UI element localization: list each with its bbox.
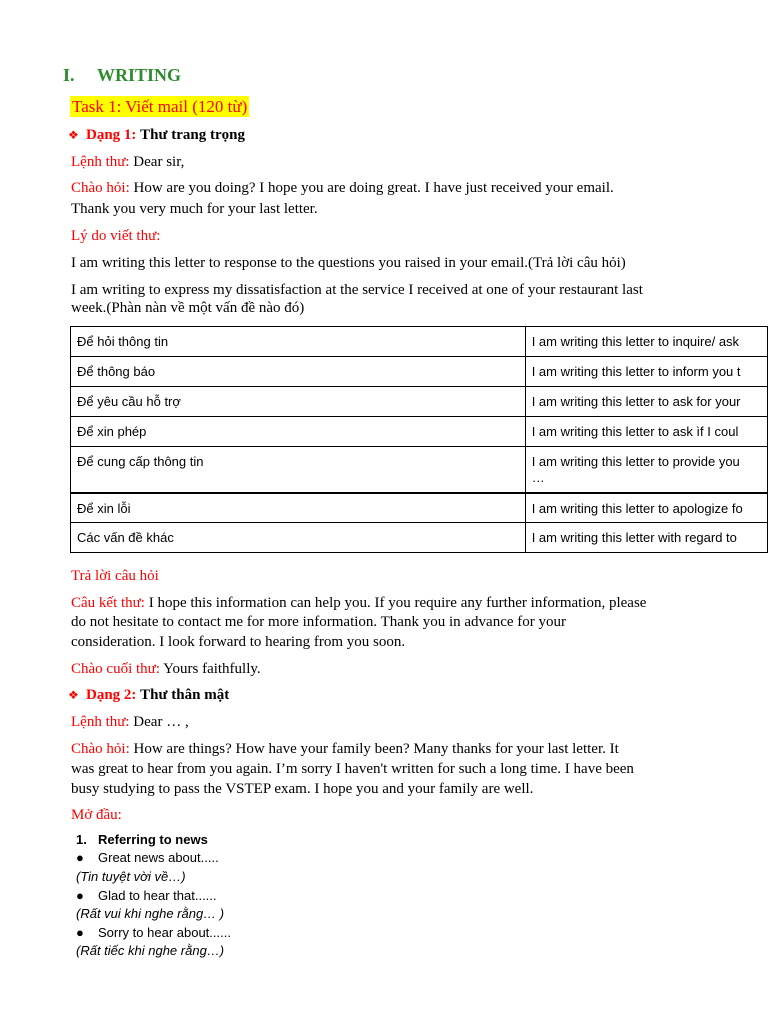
table-cell-purpose: Các vấn đề khác bbox=[71, 523, 526, 553]
chao-hoi-line1: How are you doing? I hope you are doing great. I have just received your email. bbox=[133, 180, 614, 196]
section-heading bbox=[63, 65, 181, 86]
table-cell-purpose: Để cung cấp thông tin bbox=[71, 447, 526, 493]
list-item-translation: (Rất vui khi nghe rằng… ) bbox=[76, 906, 225, 921]
ket-thu-label: Câu kết thư: bbox=[71, 595, 145, 611]
chao-cuoi-label: Chào cuối thư: bbox=[71, 661, 160, 677]
table-row bbox=[71, 327, 768, 357]
ly-do-line1: I am writing this letter to response to the questions you raised in your email.(Trả lời câu hỏi) bbox=[71, 255, 626, 271]
dang1-heading bbox=[68, 126, 245, 145]
dang2-label: Dạng 2: bbox=[86, 687, 137, 703]
table-cell-ellipsis: … bbox=[531, 470, 545, 485]
table-cell-phrase: I am writing this letter to ask ìf I coul bbox=[525, 417, 767, 447]
lenh-thu-value: Dear sir, bbox=[133, 154, 185, 170]
ket-thu-line3: consideration. I look forward to hearing from you soon. bbox=[71, 634, 406, 650]
dang2-title: Thư thân mật bbox=[140, 687, 230, 703]
table-cell-purpose: Để xin phép bbox=[71, 417, 526, 447]
bullet-icon: ● bbox=[76, 888, 84, 903]
table-cell-phrase bbox=[525, 447, 767, 493]
ly-do-line2b: week.(Phàn nàn về một vấn đề nào đó) bbox=[71, 300, 305, 316]
ly-do-line2a: I am writing to express my dissatisfaction at the service I received at one of your restaurant last bbox=[71, 282, 643, 298]
list-item-text: Sorry to hear about...... bbox=[98, 925, 231, 940]
diamond-bullet-icon: ❖ bbox=[68, 688, 79, 702]
table-row bbox=[71, 493, 768, 523]
tra-loi-label: Trả lời câu hỏi bbox=[71, 568, 159, 584]
bullet-icon: ● bbox=[76, 850, 84, 865]
chao-cuoi-thu bbox=[71, 660, 261, 679]
table-cell-phrase: I am writing this letter with regard to bbox=[525, 523, 767, 553]
dang2-chao-hoi-line3: busy studying to pass the VSTEP exam. I hope you and your family are well. bbox=[71, 781, 534, 797]
table-cell-phrase-text: I am writing this letter to provide you bbox=[531, 454, 740, 469]
list-item-text: Great news about..... bbox=[98, 850, 219, 865]
ket-thu-text1: I hope this information can help you. If you require any further information, please bbox=[148, 595, 647, 611]
table-row bbox=[71, 357, 768, 387]
dang1-title: Thư trang trọng bbox=[140, 127, 246, 143]
list-title: Referring to news bbox=[98, 832, 208, 847]
chao-cuoi-value: Yours faithfully. bbox=[163, 661, 261, 677]
table-cell-purpose: Để yêu cầu hỗ trợ bbox=[71, 387, 526, 417]
list-item bbox=[76, 849, 219, 867]
mo-dau-label: Mở đầu: bbox=[71, 807, 122, 823]
list-item-text: Glad to hear that...... bbox=[98, 888, 217, 903]
purpose-table bbox=[70, 326, 768, 553]
list-item bbox=[76, 887, 217, 905]
chao-hoi-line1: How are things? How have your family been? Many thanks for your last letter. It bbox=[133, 741, 619, 757]
task-title: Task 1: Viết mail (120 từ) bbox=[72, 97, 248, 116]
table-row bbox=[71, 447, 768, 493]
chao-hoi-label: Chào hỏi: bbox=[71, 180, 130, 196]
table-row bbox=[71, 417, 768, 447]
ket-thu-line1 bbox=[71, 594, 646, 613]
section-title: WRITING bbox=[97, 65, 182, 85]
table-cell-phrase: I am writing this letter to ask for your bbox=[525, 387, 767, 417]
ly-do-label: Lý do viết thư: bbox=[71, 228, 161, 244]
section-number: I. bbox=[63, 65, 75, 85]
dang2-chao-hoi bbox=[71, 740, 619, 759]
lenh-thu-label: Lệnh thư: bbox=[71, 154, 130, 170]
lenh-thu-value: Dear … , bbox=[133, 714, 189, 730]
ket-thu-line2: do not hesitate to contact me for more information. Thank you in advance for your bbox=[71, 614, 566, 630]
list-item bbox=[76, 924, 231, 942]
dang2-chao-hoi-line2: was great to hear from you again. I’m sorry I haven't written for such a long time. I have been bbox=[71, 761, 634, 777]
dang1-chao-hoi-line2: Thank you very much for your last letter. bbox=[71, 201, 318, 217]
diamond-bullet-icon: ❖ bbox=[68, 128, 79, 142]
list-number: 1. bbox=[76, 832, 87, 847]
dang2-heading bbox=[68, 686, 229, 705]
bullet-icon: ● bbox=[76, 925, 84, 940]
table-cell-phrase: I am writing this letter to inform you t bbox=[525, 357, 767, 387]
table-cell-phrase: I am writing this letter to apologize fo bbox=[525, 493, 767, 523]
list-item-translation: (Rất tiếc khi nghe rằng…) bbox=[76, 943, 225, 958]
dang1-chao-hoi bbox=[71, 179, 614, 198]
table-cell-purpose: Để thông báo bbox=[71, 357, 526, 387]
dang1-label: Dạng 1: bbox=[86, 127, 137, 143]
dang1-lenh-thu bbox=[71, 153, 184, 172]
dang2-lenh-thu bbox=[71, 713, 189, 732]
table-row bbox=[71, 387, 768, 417]
table-cell-purpose: Để hỏi thông tin bbox=[71, 327, 526, 357]
list-heading bbox=[76, 831, 208, 849]
chao-hoi-label: Chào hỏi: bbox=[71, 741, 130, 757]
list-item-translation: (Tin tuyệt vời về…) bbox=[76, 869, 186, 884]
table-cell-purpose: Để xin lỗi bbox=[71, 493, 526, 523]
lenh-thu-label: Lệnh thư: bbox=[71, 714, 130, 730]
table-cell-phrase: I am writing this letter to inquire/ ask bbox=[525, 327, 767, 357]
table-row bbox=[71, 523, 768, 553]
